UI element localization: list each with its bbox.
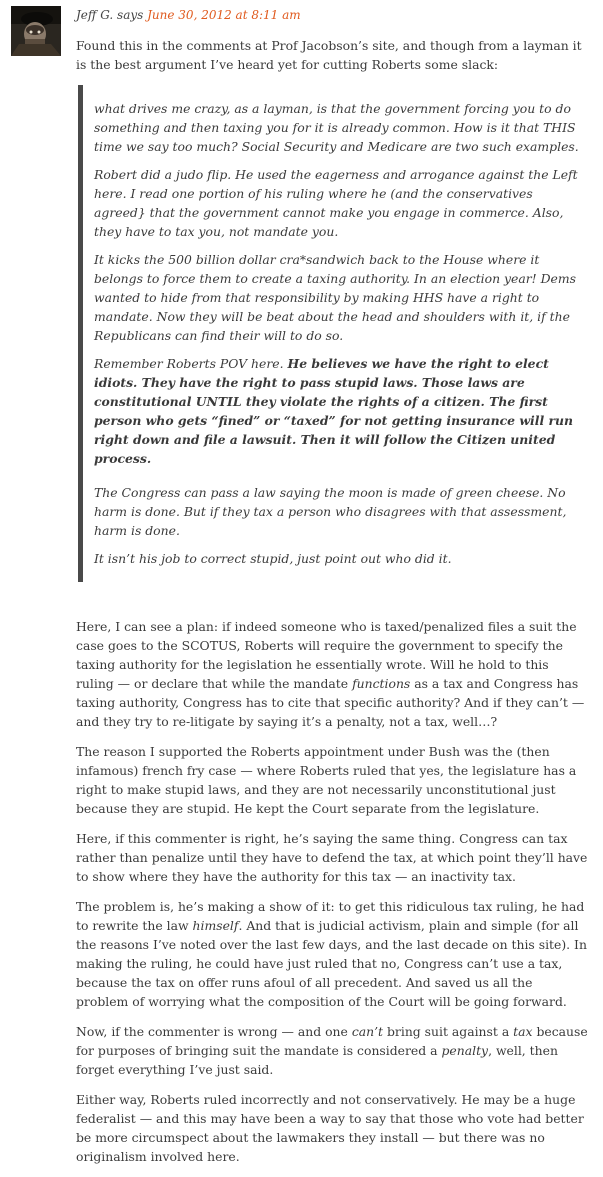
quote-bold: He believes we have the right to elect idiots. They have the right to pass stupid laws. Those laws are constitutional UNTIL they violate the rights of a citizen. The first person who gets “fined” or “taxed” for not getting insurance will run right down and file a lawsuit. Then it will follow the Citizen united process. [94,356,574,466]
text-run: bring suit against a [387,1024,510,1039]
body-paragraph: Either way, Roberts ruled incorrectly and not conservatively. He may be a huge federalist — and this may have been a way to say that those who vote had better be more circumspect about the lawmakers they install — but there was no originalism involved here. [76,1092,584,1164]
text-run: , well, then forget everything I’ve just said. [76,1043,558,1077]
quote-paragraph [94,354,588,468]
text-emphasis: functions [352,676,411,691]
comment-date-link[interactable]: June 30, 2012 at 8:11 am [147,8,301,22]
text-emphasis: himself [192,918,239,933]
quote-paragraph: It kicks the 500 billion dollar cra*sandwich back to the House where it belongs to force them to create a taxing authority. In an election year! Dems wanted to hide from that responsibility by making HHS have a right to mandate. Now they will be beat about the head and shoulders with it, if the Republicans can find their will to do so. [94,252,576,343]
text-run: because for purposes of bringing suit the mandate is considered a [76,1024,588,1058]
blockquote [78,85,588,582]
quote-paragraph: It isn’t his job to correct stupid, just point out who did it. [94,551,452,566]
text-run: as a tax and Congress has taxing authority, Congress has to cite that specific authority? And if they can’t — and they try to re-litigate by saying it’s a penalty, not a tax, well…? [76,676,585,729]
text-run: Now, if the commenter is wrong — and one [76,1024,348,1039]
body-paragraph [76,897,588,1011]
quote-paragraph: Robert did a judo flip. He used the eagerness and arrogance against the Left here. I read one portion of his ruling where he (and the conservatives agreed} that the government cannot make you engage in commerce. Also, they have to tax you, not mandate you. [94,167,578,239]
body-paragraph [76,617,588,731]
quote-lead: Remember Roberts POV here. [94,356,284,371]
body-paragraph: The reason I supported the Roberts appointment under Bush was the (then infamous) french fry case — where Roberts ruled that yes, the legislature has a right to make stupid laws, and they are not necessarily unconstitutional just because they are stupid. He kept the Court separate from the legislature. [76,744,577,816]
body-paragraph [76,1022,588,1079]
comment-body [76,36,588,1177]
text-run: The problem is, he’s making a show of it: to get this ridiculous tax ruling, he had to rewrite the law [76,899,585,933]
says-label: says [117,8,144,22]
text-run: . And that is judicial activism, plain and simple (for all the reasons I’ve noted over the last few days, and the last decade on this site). In making the ruling, he could have just ruled that no, Congress can’t use a tax, because the tax on offer runs afoul of all precedent. And saved us all the problem of worrying what the composition of the Court will be going forward. [76,918,587,1009]
comment-author[interactable]: Jeff G. [76,8,114,22]
avatar[interactable] [11,6,61,56]
quote-paragraph: what drives me crazy, as a layman, is that the government forcing you to do something and then taxing you for it is already common. How is it that THIS time we say too much? Social Security and Medicare are two such examples. [94,101,579,154]
text-emphasis: penalty [441,1043,489,1058]
avatar-image [11,6,61,56]
text-emphasis: tax [513,1024,533,1039]
comment-meta [76,7,301,23]
body-paragraph: Here, if this commenter is right, he’s saying the same thing. Congress can tax rather than penalize until they have to defend the tax, at which point they’ll have to show where they have the authority for this tax — an inactivity tax. [76,831,588,884]
text-emphasis: can’t [351,1024,384,1039]
quote-paragraph: The Congress can pass a law saying the moon is made of green cheese. No harm is done. But if they tax a person who disagrees with that assessment, harm is done. [94,485,567,538]
comment-intro: Found this in the comments at Prof Jacobson’s site, and though from a layman it is the best argument I’ve heard yet for cutting Roberts some slack: [76,38,582,72]
text-run: Here, I can see a plan: if indeed someone who is taxed/penalized files a suit the case goes to the SCOTUS, Roberts will require the government to specify the taxing authority for the legislation he essentially wrote. Will he hold to this ruling — or declare that while the mandate [76,619,577,691]
